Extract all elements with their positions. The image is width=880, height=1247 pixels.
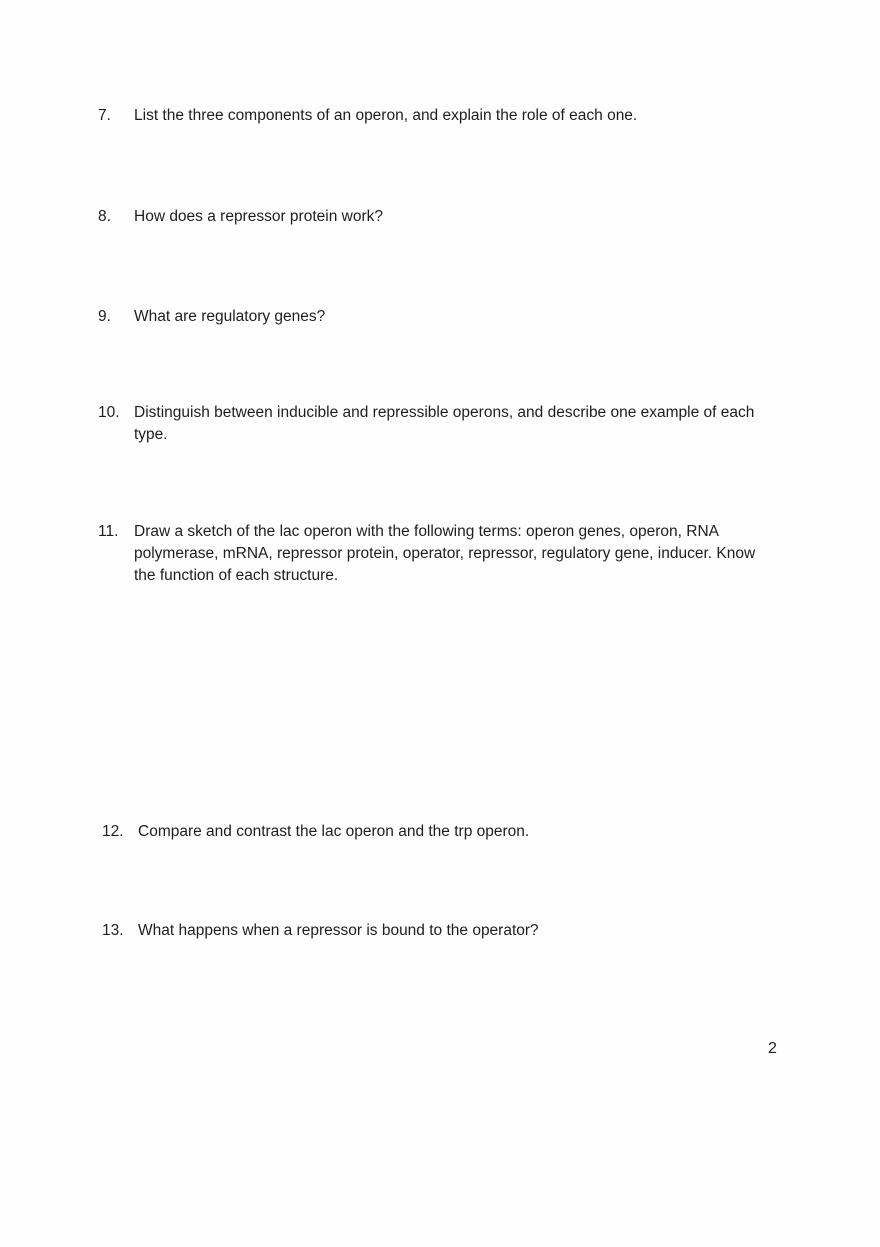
question-number: 11. bbox=[98, 523, 119, 540]
question-text: Draw a sketch of the lac operon with the following terms: operon genes, operon, RNA polymerase, mRNA, repressor protein, operator, repressor, regulatory gene, inducer. Know the function of each structure. bbox=[134, 523, 756, 584]
question-10 bbox=[98, 402, 778, 446]
question-9 bbox=[98, 306, 778, 328]
question-12 bbox=[102, 821, 782, 843]
question-text: List the three components of an operon, and explain the role of each one. bbox=[134, 107, 638, 124]
question-text: Distinguish between inducible and repressible operons, and describe one example of each type. bbox=[134, 404, 755, 443]
question-number: 9. bbox=[98, 308, 111, 325]
question-11 bbox=[98, 521, 778, 587]
question-number: 13. bbox=[102, 922, 124, 939]
question-text: How does a repressor protein work? bbox=[134, 208, 383, 225]
question-number: 10. bbox=[98, 404, 120, 421]
question-number: 7. bbox=[98, 107, 111, 124]
question-8 bbox=[98, 206, 778, 228]
question-text: What are regulatory genes? bbox=[134, 308, 326, 325]
question-13 bbox=[102, 920, 782, 942]
question-number: 8. bbox=[98, 208, 111, 225]
question-text: Compare and contrast the lac operon and the trp operon. bbox=[138, 823, 530, 840]
question-text: What happens when a repressor is bound to the operator? bbox=[138, 922, 539, 939]
question-number: 12. bbox=[102, 823, 124, 840]
question-7 bbox=[98, 105, 778, 127]
page-number: 2 bbox=[768, 1040, 777, 1057]
